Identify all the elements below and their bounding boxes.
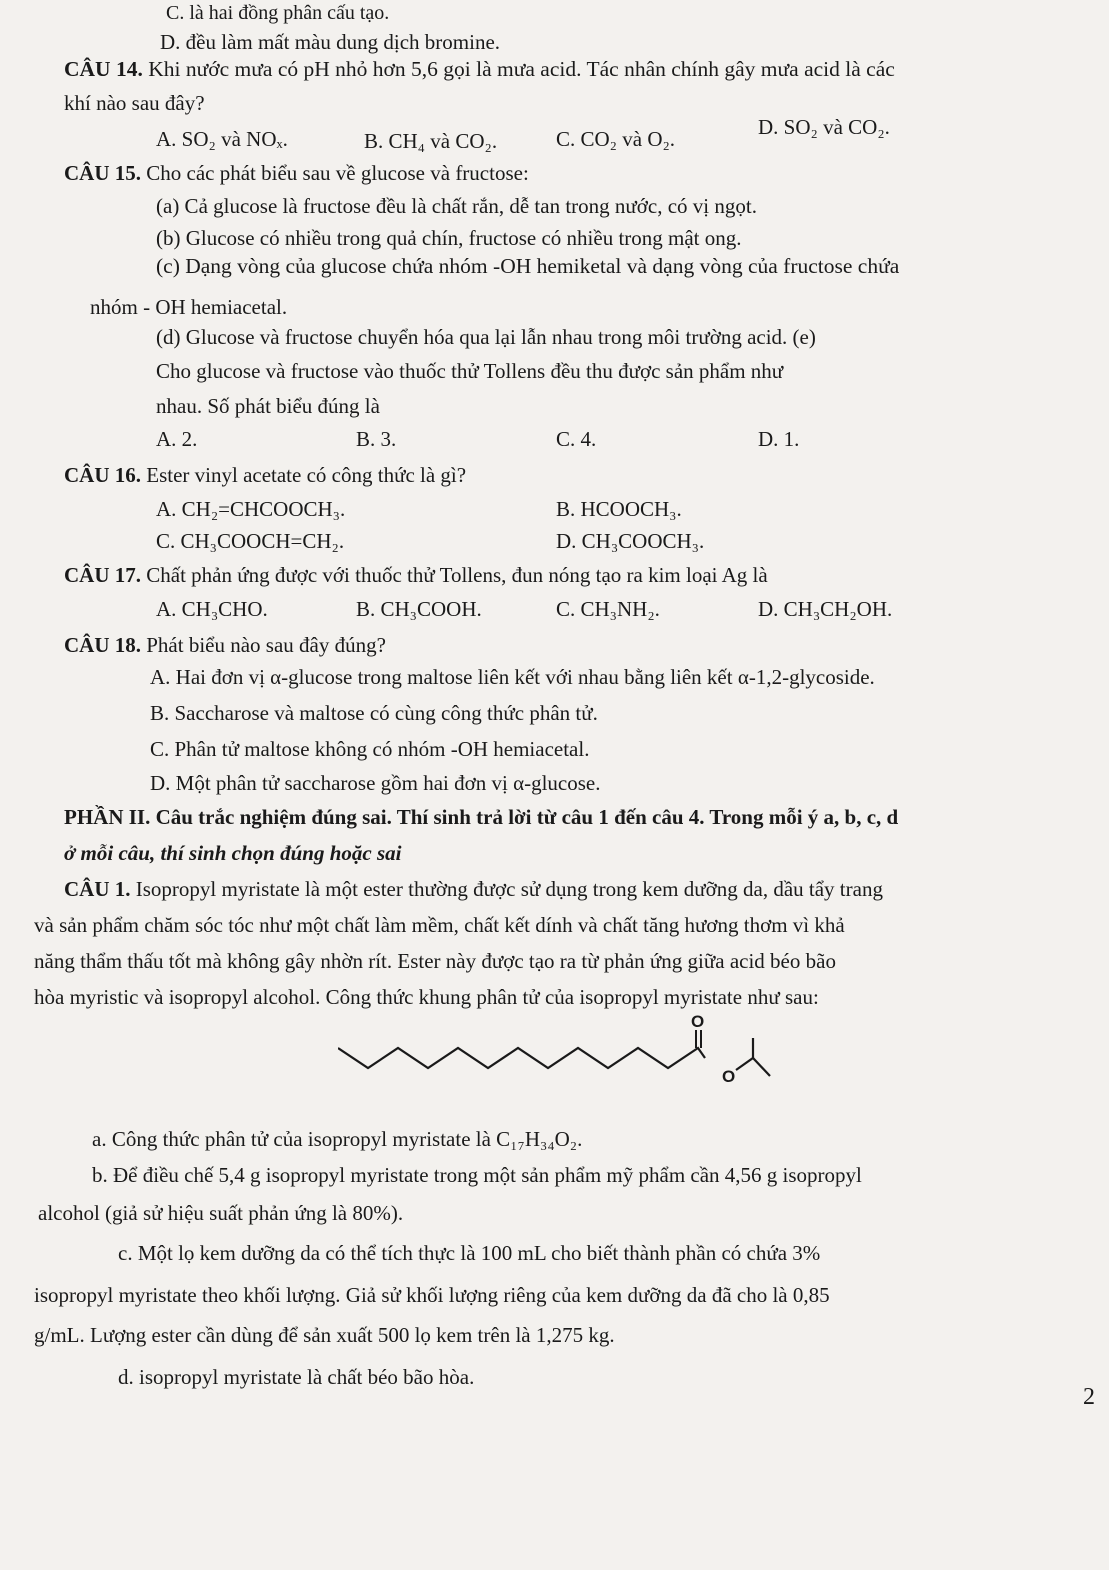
carbon-chain [338, 1048, 705, 1068]
q14-stem-text: Khi nước mưa có pH nhỏ hơn 5,6 gọi là mưa acid. Tác nhân chính gây mưa acid là các [148, 57, 895, 81]
q15-option-a: A. 2. [156, 427, 198, 451]
p2q1-statement-c-line3: g/mL. Lượng ester cần dùng để sản xuất 500 lọ kem trên là 1,275 kg. [34, 1323, 615, 1347]
q16-option-c: C. CH₃COOCH=CH₂. [156, 529, 345, 553]
q15-stem [64, 160, 529, 186]
q17-option-a: A. CH₃CHO. [156, 597, 268, 621]
p2q1-statement-d: d. isopropyl myristate là chất béo bão hòa. [118, 1365, 475, 1389]
p2q1-statement-b-line2: alcohol (giả sử hiệu suất phản ứng là 80%). [38, 1201, 404, 1225]
p2q1-line3: năng thẩm thấu tốt mà không gây nhờn rít. Ester này được tạo ra từ phản ứng giữa acid béo bão [34, 949, 836, 973]
q15-statement-d-line3: nhau. Số phát biểu đúng là [156, 394, 380, 418]
q15-stem-text: Cho các phát biểu sau về glucose và fructose: [141, 161, 529, 185]
q16-option-d: D. CH₃COOCH₃. [556, 529, 705, 553]
prev-option-d: D. đều làm mất màu dung dịch bromine. [160, 30, 501, 54]
q15-label: CÂU 15. [64, 161, 141, 185]
q15-statement-c-line2: nhóm - OH hemiacetal. [90, 295, 288, 319]
q14-stem-line2: khí nào sau đây? [64, 91, 205, 115]
part2-title-line2: ở mỗi câu, thí sinh chọn đúng hoặc sai [64, 841, 402, 865]
q18-stem: CÂU 18. Phát biểu nào sau đây đúng? [64, 633, 386, 657]
carbonyl-oxygen: O [691, 1012, 705, 1031]
p2q1-line4: hòa myristic và isopropyl alcohol. Công thức khung phân tử của isopropyl myristate như sau: [34, 985, 819, 1009]
p2q1-line1-text: Isopropyl myristate là một ester thường được sử dụng trong kem dưỡng da, dầu tẩy trang [130, 877, 883, 901]
q14-option-a: A. SO₂ và NOₓ. [156, 127, 288, 151]
prev-option-c: C. là hai đồng phân cấu tạo. [166, 2, 390, 24]
q17-option-d: D. CH₃CH₂OH. [758, 597, 893, 621]
p2q1-statement-b-line1: b. Để điều chế 5,4 g isopropyl myristate trong một sản phẩm mỹ phẩm cần 4,56 g isopropyl [92, 1163, 862, 1187]
q15-statement-b: (b) Glucose có nhiều trong quả chín, fructose có nhiều trong mật ong. [156, 226, 742, 250]
q18-option-d: D. Một phân tử saccharose gồm hai đơn vị α-glucose. [150, 771, 601, 795]
isopropyl-branch-1 [736, 1058, 770, 1076]
q18-option-b: B. Saccharose và maltose có cùng công thức phân tử. [150, 701, 598, 725]
q18-option-c: C. Phân tử maltose không có nhóm -OH hemiacetal. [150, 737, 590, 761]
page-number: 2 [1083, 1384, 1095, 1410]
q15-option-d: D. 1. [758, 427, 800, 451]
q17-stem: CÂU 17. Chất phản ứng được với thuốc thử Tollens, đun nóng tạo ra kim loại Ag là [64, 563, 768, 587]
q14-option-b: B. CH₄ và CO₂. [364, 129, 498, 153]
q16-stem-text: Ester vinyl acetate có công thức là gì? [141, 463, 467, 487]
q15-statement-d-line2: Cho glucose và fructose vào thuốc thử Tollens đều thu được sản phẩm như [156, 359, 784, 383]
p2q1-line1: CÂU 1. Isopropyl myristate là một ester thường được sử dụng trong kem dưỡng da, dầu tẩy trang [64, 877, 883, 901]
q15-statement-c-line1: (c) Dạng vòng của glucose chứa nhóm -OH hemiketal và dạng vòng của fructose chứa [156, 254, 900, 278]
q14-stem-line1: CÂU 14. Khi nước mưa có pH nhỏ hơn 5,6 gọi là mưa acid. Tác nhân chính gây mưa acid là các [64, 57, 895, 81]
part2-title-line1: PHẦN II. Câu trắc nghiệm đúng sai. Thí sinh trả lời từ câu 1 đến câu 4. Trong mỗi ý a, b, c, d [64, 805, 899, 829]
q14-option-c: C. CO₂ và O₂. [556, 127, 676, 151]
q15-statement-a: (a) Cả glucose là fructose đều là chất rắn, dễ tan trong nước, có vị ngọt. [156, 194, 757, 218]
q15-option-c: C. 4. [556, 427, 597, 451]
isopropyl-myristate-structure [338, 1008, 808, 1088]
q18-stem-text: Phát biểu nào sau đây đúng? [141, 633, 386, 657]
q16-option-b: B. HCOOCH₃. [556, 497, 682, 521]
q16-stem: CÂU 16. Ester vinyl acetate có công thức là gì? [64, 463, 467, 487]
p2q1-statement-a: a. Công thức phân tử của isopropyl myristate là C₁₇H₃₄O₂. [92, 1127, 583, 1151]
p2q1-statement-c-line1: c. Một lọ kem dưỡng da có thể tích thực là 100 mL cho biết thành phần có chứa 3% [118, 1241, 821, 1265]
q17-option-c: C. CH₃NH₂. [556, 597, 660, 621]
q14-option-d: D. SO₂ và CO₂. [758, 115, 890, 139]
q17-option-b: B. CH₃COOH. [356, 597, 482, 621]
q16-option-a: A. CH₂=CHCOOCH₃. [156, 497, 346, 521]
q18-option-a: A. Hai đơn vị α-glucose trong maltose liên kết với nhau bằng liên kết α-1,2-glycoside. [150, 665, 875, 689]
ester-oxygen: O [722, 1067, 736, 1086]
q15-option-b: B. 3. [356, 427, 397, 451]
p2q1-statement-c-line2: isopropyl myristate theo khối lượng. Giả sử khối lượng riêng của kem dưỡng da đã cho là 0,85 [34, 1283, 830, 1307]
q15-statement-d-line1: (d) Glucose và fructose chuyển hóa qua lại lẫn nhau trong môi trường acid. (e) [156, 325, 816, 349]
p2q1-line2: và sản phẩm chăm sóc tóc như một chất làm mềm, chất kết dính và chất tăng hương thơm vì khả [34, 913, 845, 937]
q17-stem-text: Chất phản ứng được với thuốc thử Tollens, đun nóng tạo ra kim loại Ag là [141, 563, 768, 587]
